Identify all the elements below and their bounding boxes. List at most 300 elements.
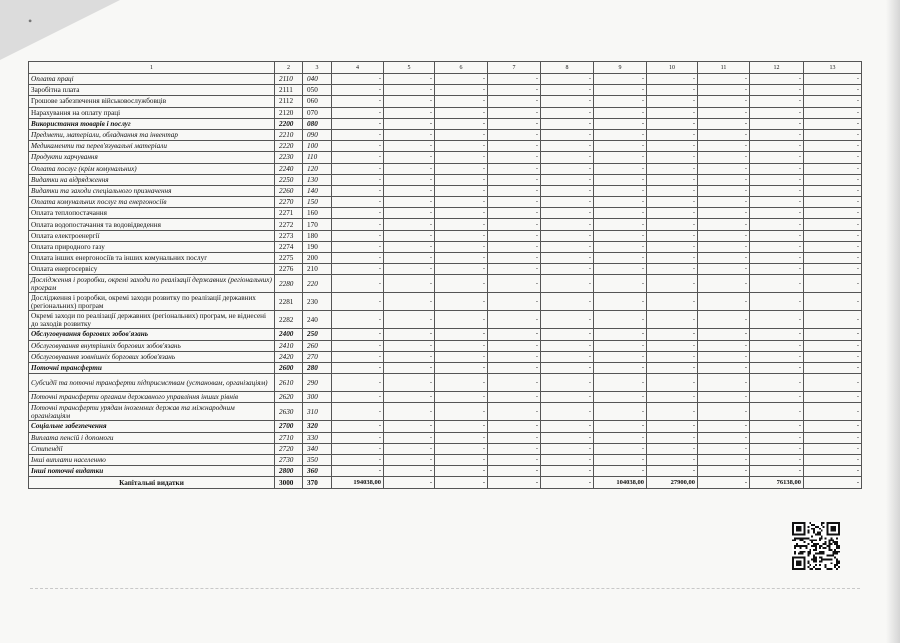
table-row <box>29 454 862 465</box>
row-code: 2200 <box>275 118 303 129</box>
table-row <box>29 208 862 219</box>
table-row <box>29 107 862 118</box>
row-value: - <box>384 197 435 208</box>
row-value: - <box>332 197 384 208</box>
row-value: - <box>488 421 541 432</box>
row-value: - <box>698 477 750 489</box>
row-value: - <box>384 253 435 264</box>
row-name: Інші поточні видатки <box>29 466 275 477</box>
row-value: - <box>804 208 862 219</box>
row-value: - <box>332 253 384 264</box>
table-row <box>29 329 862 340</box>
row-name: Окремі заходи по реалізації державних (регіональних) програм, не віднесені до заходів розвитку <box>29 311 275 329</box>
row-value: - <box>384 311 435 329</box>
row-value: - <box>750 392 804 403</box>
row-value: - <box>750 152 804 163</box>
row-value: - <box>435 129 488 140</box>
row-value: - <box>594 466 647 477</box>
row-value: - <box>384 74 435 85</box>
column-number-header: 11 <box>698 62 750 74</box>
row-value: - <box>384 152 435 163</box>
row-value: - <box>384 174 435 185</box>
row-value: - <box>647 403 698 421</box>
row-value: - <box>750 96 804 107</box>
row-value: - <box>435 466 488 477</box>
row-name: Медикаменти та перев'язувальні матеріали <box>29 141 275 152</box>
row-line-number: 130 <box>303 174 332 185</box>
row-value: - <box>332 432 384 443</box>
column-number-header: 13 <box>804 62 862 74</box>
row-value: - <box>594 197 647 208</box>
row-value: - <box>698 152 750 163</box>
row-value: - <box>750 219 804 230</box>
row-value: - <box>594 230 647 241</box>
row-value: - <box>488 74 541 85</box>
row-value: - <box>435 174 488 185</box>
row-value: - <box>647 141 698 152</box>
row-value: - <box>435 454 488 465</box>
row-value: - <box>698 432 750 443</box>
column-number-header: 4 <box>332 62 384 74</box>
row-value: - <box>488 185 541 196</box>
row-line-number: 180 <box>303 230 332 241</box>
row-value: - <box>594 362 647 373</box>
column-number-header: 10 <box>647 62 698 74</box>
column-number-header: 9 <box>594 62 647 74</box>
row-value: - <box>435 241 488 252</box>
qr-code <box>792 522 840 570</box>
row-value: - <box>541 163 594 174</box>
row-code: 2620 <box>275 392 303 403</box>
row-code: 2240 <box>275 163 303 174</box>
row-value: - <box>384 230 435 241</box>
row-value: - <box>384 96 435 107</box>
row-value: 76138,00 <box>750 477 804 489</box>
row-value: - <box>435 253 488 264</box>
row-value: - <box>594 351 647 362</box>
row-value: - <box>541 392 594 403</box>
row-value: - <box>488 351 541 362</box>
row-value: - <box>435 374 488 392</box>
table-row <box>29 241 862 252</box>
row-value: - <box>804 107 862 118</box>
row-value: - <box>804 329 862 340</box>
row-value: - <box>541 152 594 163</box>
row-code: 2410 <box>275 340 303 351</box>
row-value: - <box>384 392 435 403</box>
row-value: - <box>332 264 384 275</box>
row-code: 2112 <box>275 96 303 107</box>
row-line-number: 210 <box>303 264 332 275</box>
row-value: - <box>541 141 594 152</box>
row-value: - <box>541 329 594 340</box>
row-name: Капітальні видатки <box>29 477 275 489</box>
row-line-number: 300 <box>303 392 332 403</box>
row-name: Предмети, матеріали, обладнання та інвентар <box>29 129 275 140</box>
row-value: - <box>488 197 541 208</box>
row-value: - <box>698 392 750 403</box>
row-value: - <box>804 96 862 107</box>
row-code: 2600 <box>275 362 303 373</box>
row-value: - <box>384 264 435 275</box>
row-name: Дослідження і розробки, окремі заходи по реалізації державних (регіональних) програм <box>29 275 275 293</box>
row-code: 2420 <box>275 351 303 362</box>
row-name: Використання товарів і послуг <box>29 118 275 129</box>
row-value: - <box>488 241 541 252</box>
row-value: - <box>647 466 698 477</box>
row-value: - <box>488 329 541 340</box>
row-value: - <box>541 454 594 465</box>
row-value: - <box>750 374 804 392</box>
row-line-number: 270 <box>303 351 332 362</box>
row-line-number: 280 <box>303 362 332 373</box>
row-value: - <box>804 293 862 311</box>
row-value: - <box>435 96 488 107</box>
row-value: - <box>647 197 698 208</box>
row-value: - <box>332 340 384 351</box>
row-value: - <box>647 293 698 311</box>
row-value: - <box>647 230 698 241</box>
row-value: - <box>384 219 435 230</box>
row-value: - <box>750 403 804 421</box>
row-value: - <box>750 421 804 432</box>
row-value: - <box>594 443 647 454</box>
row-value: - <box>647 129 698 140</box>
row-value: - <box>541 230 594 241</box>
row-value: - <box>435 351 488 362</box>
row-value: - <box>804 351 862 362</box>
row-value: - <box>647 163 698 174</box>
row-value: - <box>594 275 647 293</box>
row-value: - <box>594 421 647 432</box>
row-value: - <box>804 340 862 351</box>
row-line-number: 040 <box>303 74 332 85</box>
row-value: - <box>488 392 541 403</box>
table-row <box>29 253 862 264</box>
row-value: - <box>804 403 862 421</box>
row-value: - <box>332 329 384 340</box>
row-line-number: 060 <box>303 96 332 107</box>
row-value: - <box>698 107 750 118</box>
row-value: - <box>435 264 488 275</box>
row-line-number: 290 <box>303 374 332 392</box>
row-name: Поточні трансферти органам державного управління інших рівнів <box>29 392 275 403</box>
row-value: - <box>698 311 750 329</box>
row-value: - <box>647 152 698 163</box>
row-value: - <box>384 85 435 96</box>
row-value: - <box>647 421 698 432</box>
row-value: - <box>541 311 594 329</box>
row-value: - <box>698 264 750 275</box>
row-value: - <box>384 403 435 421</box>
column-number-header: 5 <box>384 62 435 74</box>
row-value: 194038,00 <box>332 477 384 489</box>
row-value: - <box>541 219 594 230</box>
row-value: - <box>435 403 488 421</box>
row-value: - <box>804 141 862 152</box>
row-value: - <box>698 351 750 362</box>
row-line-number: 100 <box>303 141 332 152</box>
row-value: - <box>750 362 804 373</box>
row-value: - <box>698 241 750 252</box>
row-value: - <box>541 443 594 454</box>
row-value: - <box>435 311 488 329</box>
row-value: 104038,00 <box>594 477 647 489</box>
row-value: - <box>332 466 384 477</box>
row-value: - <box>594 264 647 275</box>
row-code: 2260 <box>275 185 303 196</box>
row-value: - <box>541 74 594 85</box>
table-row <box>29 403 862 421</box>
row-value: - <box>804 477 862 489</box>
row-value: - <box>750 311 804 329</box>
column-number-header: 8 <box>541 62 594 74</box>
row-code: 2230 <box>275 152 303 163</box>
row-name: Нарахування на оплату праці <box>29 107 275 118</box>
row-value: - <box>541 208 594 219</box>
row-line-number: 200 <box>303 253 332 264</box>
row-value: - <box>488 118 541 129</box>
row-value: - <box>488 454 541 465</box>
row-value: - <box>332 421 384 432</box>
row-value: - <box>332 219 384 230</box>
row-line-number: 320 <box>303 421 332 432</box>
table-row <box>29 118 862 129</box>
row-value: - <box>647 208 698 219</box>
row-value: - <box>804 432 862 443</box>
table-row <box>29 74 862 85</box>
table-row <box>29 219 862 230</box>
row-value: - <box>750 129 804 140</box>
row-name: Оплата природного газу <box>29 241 275 252</box>
row-code: 2111 <box>275 85 303 96</box>
row-value: - <box>541 241 594 252</box>
row-value: - <box>488 96 541 107</box>
row-code: 2271 <box>275 208 303 219</box>
row-value: - <box>332 241 384 252</box>
row-value: - <box>435 197 488 208</box>
row-name: Обслуговування боргових зобов'язань <box>29 329 275 340</box>
row-value: - <box>804 253 862 264</box>
row-value: - <box>488 275 541 293</box>
row-value: - <box>698 85 750 96</box>
row-name: Виплата пенсій і допомоги <box>29 432 275 443</box>
row-value: - <box>541 362 594 373</box>
table-row <box>29 362 862 373</box>
row-value: - <box>698 443 750 454</box>
row-value: - <box>332 118 384 129</box>
row-value: - <box>698 230 750 241</box>
row-code: 2730 <box>275 454 303 465</box>
row-value: - <box>647 253 698 264</box>
row-value: - <box>488 466 541 477</box>
row-value: - <box>594 74 647 85</box>
row-value: - <box>435 432 488 443</box>
row-value: - <box>435 85 488 96</box>
row-value: - <box>435 275 488 293</box>
row-value: - <box>594 253 647 264</box>
row-value: - <box>541 197 594 208</box>
row-value: - <box>488 374 541 392</box>
row-value: - <box>750 118 804 129</box>
row-value: - <box>332 74 384 85</box>
row-value: - <box>488 208 541 219</box>
row-value: - <box>488 152 541 163</box>
row-value: - <box>435 219 488 230</box>
row-value: - <box>384 185 435 196</box>
row-name: Видатки та заходи спеціального призначення <box>29 185 275 196</box>
row-line-number: 350 <box>303 454 332 465</box>
row-value: - <box>594 340 647 351</box>
row-code: 2281 <box>275 293 303 311</box>
row-value: - <box>384 275 435 293</box>
row-name: Оплата послуг (крім комунальних) <box>29 163 275 174</box>
table-row <box>29 141 862 152</box>
row-value: - <box>647 264 698 275</box>
row-value: - <box>332 275 384 293</box>
row-value: - <box>647 85 698 96</box>
row-value: - <box>594 141 647 152</box>
row-code: 2710 <box>275 432 303 443</box>
column-number-header: 2 <box>275 62 303 74</box>
table-row <box>29 230 862 241</box>
table-row <box>29 85 862 96</box>
table-row <box>29 163 862 174</box>
row-value: - <box>488 311 541 329</box>
row-value: - <box>488 107 541 118</box>
row-value: - <box>594 392 647 403</box>
table-row <box>29 129 862 140</box>
row-value: - <box>541 96 594 107</box>
row-value: - <box>435 185 488 196</box>
row-value: - <box>647 219 698 230</box>
row-value: - <box>488 362 541 373</box>
scan-speck: • <box>28 14 33 28</box>
row-value: - <box>488 340 541 351</box>
table-row <box>29 275 862 293</box>
row-value: - <box>332 107 384 118</box>
row-value: - <box>541 118 594 129</box>
row-value: - <box>435 141 488 152</box>
row-value: - <box>750 185 804 196</box>
row-line-number: 050 <box>303 85 332 96</box>
row-value: - <box>435 230 488 241</box>
row-value: - <box>750 351 804 362</box>
table-row <box>29 432 862 443</box>
row-value: - <box>488 141 541 152</box>
row-value: - <box>804 311 862 329</box>
row-code: 2282 <box>275 311 303 329</box>
row-line-number: 190 <box>303 241 332 252</box>
row-line-number: 340 <box>303 443 332 454</box>
row-value: - <box>384 118 435 129</box>
row-value: - <box>384 443 435 454</box>
row-value: - <box>698 208 750 219</box>
row-value: - <box>750 230 804 241</box>
row-code: 2280 <box>275 275 303 293</box>
row-value: - <box>488 477 541 489</box>
table-row <box>29 96 862 107</box>
row-value: - <box>488 230 541 241</box>
row-value: - <box>332 362 384 373</box>
row-code: 2270 <box>275 197 303 208</box>
row-value: - <box>384 362 435 373</box>
row-line-number: 080 <box>303 118 332 129</box>
row-name: Оплата комунальних послуг та енергоносіїв <box>29 197 275 208</box>
table-row <box>29 340 862 351</box>
row-value: - <box>804 392 862 403</box>
row-value: - <box>594 152 647 163</box>
row-value: - <box>698 403 750 421</box>
footer-divider <box>30 588 860 589</box>
page-edge-shadow <box>886 0 900 643</box>
row-name: Поточні трансферти <box>29 362 275 373</box>
row-code: 2275 <box>275 253 303 264</box>
row-value: - <box>384 141 435 152</box>
row-value: - <box>647 362 698 373</box>
row-value: - <box>698 374 750 392</box>
row-value: - <box>332 185 384 196</box>
row-value: - <box>750 85 804 96</box>
row-value: - <box>332 152 384 163</box>
row-value: - <box>541 264 594 275</box>
row-value: - <box>332 163 384 174</box>
row-value: - <box>698 174 750 185</box>
row-value: - <box>804 362 862 373</box>
row-name: Оплата енергосервісу <box>29 264 275 275</box>
row-value: - <box>750 141 804 152</box>
row-value: - <box>541 466 594 477</box>
row-value: - <box>647 174 698 185</box>
row-value: - <box>488 219 541 230</box>
row-value: - <box>750 74 804 85</box>
row-value: - <box>541 432 594 443</box>
row-value: - <box>804 241 862 252</box>
row-value: - <box>541 174 594 185</box>
row-value: - <box>332 208 384 219</box>
row-value: - <box>541 85 594 96</box>
row-value: - <box>750 163 804 174</box>
row-value: - <box>332 230 384 241</box>
row-value: - <box>384 351 435 362</box>
row-value: - <box>698 421 750 432</box>
row-value: - <box>594 163 647 174</box>
row-value: - <box>332 174 384 185</box>
row-value: - <box>804 421 862 432</box>
row-value: - <box>541 185 594 196</box>
row-value: - <box>435 340 488 351</box>
row-value: - <box>698 197 750 208</box>
row-value: - <box>332 351 384 362</box>
row-value: - <box>804 230 862 241</box>
row-value: - <box>384 340 435 351</box>
row-value: - <box>594 219 647 230</box>
row-value: - <box>698 329 750 340</box>
row-value: - <box>332 85 384 96</box>
row-value: - <box>804 466 862 477</box>
row-value: - <box>594 329 647 340</box>
row-value: - <box>804 443 862 454</box>
row-value: - <box>647 340 698 351</box>
row-line-number: 140 <box>303 185 332 196</box>
row-value: - <box>698 362 750 373</box>
row-value: - <box>804 174 862 185</box>
row-value: - <box>750 241 804 252</box>
row-value: - <box>647 443 698 454</box>
row-code: 2220 <box>275 141 303 152</box>
row-code: 2273 <box>275 230 303 241</box>
page-corner-fold <box>0 0 120 60</box>
